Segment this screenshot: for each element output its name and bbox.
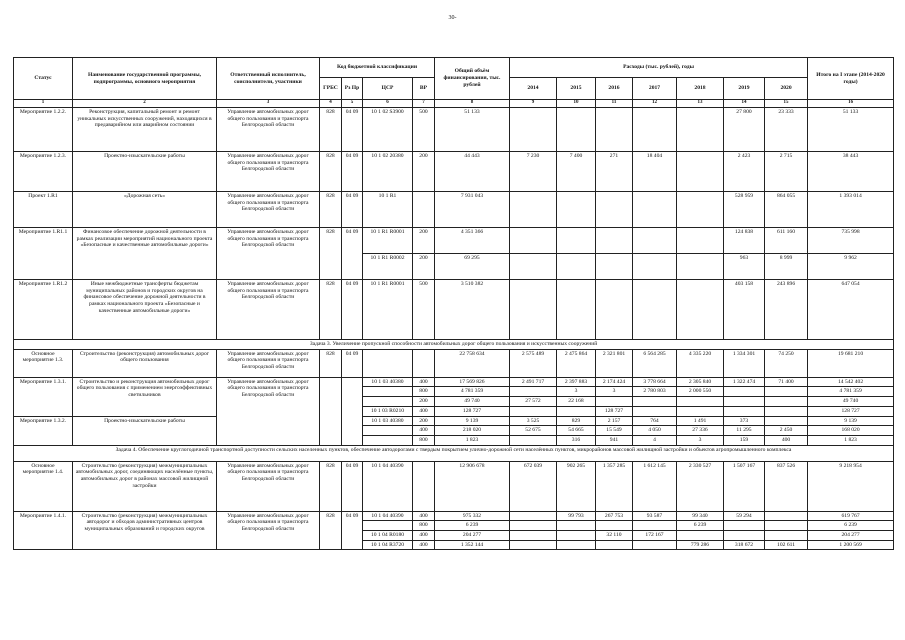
row-name: Иные межбюджетные трансферты бюджетам муниципальных районов и городских округов на финансовое обеспечение дорожной деятельности в рамках национального проекта «Безопасные и качественные автомобильные дороги»: [73, 280, 217, 340]
header-total-fin: Общий объём финансирования, тыс. рублей: [435, 58, 510, 100]
row-name: Строительство и реконструкция автомобильных дорог общего пользования с применением энергоэффективных светильников: [73, 377, 217, 416]
cell-stage: 647 054: [808, 280, 894, 340]
cell-2016: 2 157: [596, 416, 633, 426]
cell-2020: [765, 397, 808, 407]
cell-2017: 4: [633, 435, 677, 445]
cell-2017: 6 564 285: [633, 349, 677, 377]
column-index: 6: [363, 100, 413, 108]
cell-2018: [677, 397, 724, 407]
cell-vr: 200: [413, 416, 435, 426]
row-status: Мероприятие 1.2.2.: [14, 108, 73, 152]
cell-2017: [633, 540, 677, 550]
cell-2018: 4 335 220: [677, 349, 724, 377]
table-row: [14, 192, 894, 228]
cell-2017: 18 404: [633, 152, 677, 192]
header-total-stage: Итого на I этапе (2014-2020 годы): [808, 58, 894, 100]
row-status: Мероприятие 1.3.1.: [14, 377, 73, 416]
row-name: Проектно-изыскательские работы: [73, 152, 217, 192]
cell-2014: [510, 521, 557, 531]
row-executor: Управление автомобильных дорог общего пользования и транспорта Белгородской области: [217, 461, 320, 511]
cell-stage: 1 823: [808, 435, 894, 445]
cell-2017: 3 778 664: [633, 377, 677, 387]
cell-2016: [596, 521, 633, 531]
cell-total: 9 139: [435, 416, 510, 426]
cell-2020: 23 333: [765, 108, 808, 152]
cell-csr: [363, 397, 413, 407]
cell-2016: 267 753: [596, 511, 633, 521]
cell-stage: 9 218 954: [808, 461, 894, 511]
column-index: 14: [724, 100, 765, 108]
task-row: [14, 340, 894, 350]
cell-2020: 8 999: [765, 254, 808, 280]
cell-2019: 963: [724, 254, 765, 280]
cell-total: 3 510 382: [435, 280, 510, 340]
cell-2015: 54 665: [557, 426, 596, 436]
cell-2016: 2 321 801: [596, 349, 633, 377]
cell-vr: 800: [413, 521, 435, 531]
cell-2017: 4 050: [633, 426, 677, 436]
cell-2018: [677, 406, 724, 416]
row-status: Мероприятие 1.4.1.: [14, 511, 73, 550]
cell-2015: 7 400: [557, 152, 596, 192]
cell-vr: 200: [413, 397, 435, 407]
cell-2019: 528 959: [724, 192, 765, 228]
cell-2016: [596, 540, 633, 550]
cell-2016: 32 110: [596, 531, 633, 541]
cell-csr: 10 1 R1: [363, 192, 413, 228]
cell-2015: 902 265: [557, 461, 596, 511]
cell-total: 218 020: [435, 426, 510, 436]
row-status: Мероприятие 1.R1.1: [14, 228, 73, 280]
row-status: Проект 1.R1: [14, 192, 73, 228]
cell-csr: [363, 426, 413, 436]
cell-2018: 2 330 527: [677, 461, 724, 511]
cell-2015: [557, 521, 596, 531]
column-index: 3: [217, 100, 320, 108]
cell-total: 12 906 678: [435, 461, 510, 511]
table-row: [14, 511, 894, 521]
cell-2016: 2 174 424: [596, 377, 633, 387]
column-index: 10: [557, 100, 596, 108]
header-year: 2019: [724, 78, 765, 100]
header-rzpr: Рз Пр: [342, 78, 363, 100]
cell-2019: 403 158: [724, 280, 765, 340]
cell-2019: 11 295: [724, 426, 765, 436]
cell-2019: 1 507 167: [724, 461, 765, 511]
cell-rzpr: 04 09: [342, 349, 363, 377]
cell-2020: [765, 387, 808, 397]
header-year: 2016: [596, 78, 633, 100]
header-expenses: Расходы (тыс. рублей), годы: [510, 58, 808, 78]
cell-stage: 735 998: [808, 228, 894, 254]
cell-2019: 1 334 301: [724, 349, 765, 377]
row-executor: Управление автомобильных дорог общего пользования и транспорта Белгородской области: [217, 511, 320, 550]
cell-2020: [765, 531, 808, 541]
row-name: Финансовое обеспечение дорожной деятельности в рамках реализации мероприятий национального проекта «Безопасные и качественные автомобильные дороги»: [73, 228, 217, 280]
row-executor: Управление автомобильных дорог общего пользования и транспорта Белгородской области: [217, 377, 320, 445]
cell-stage: 9 962: [808, 254, 894, 280]
header-year: 2015: [557, 78, 596, 100]
row-executor: Управление автомобильных дорог общего пользования и транспорта Белгородской области: [217, 152, 320, 192]
cell-2019: 318 672: [724, 540, 765, 550]
column-index: 4: [320, 100, 342, 108]
header-program: Наименование государственной программы, подпрограммы, основного мероприятия: [73, 58, 217, 100]
cell-csr: 10 1 R1 R0001: [363, 280, 413, 340]
cell-rzpr: 04 09: [342, 461, 363, 511]
cell-2014: 2 491 717: [510, 377, 557, 387]
cell-total: 22 758 634: [435, 349, 510, 377]
cell-total: 128 727: [435, 406, 510, 416]
cell-2018: 6 239: [677, 521, 724, 531]
cell-2018: 27 336: [677, 426, 724, 436]
cell-2020: 74 250: [765, 349, 808, 377]
cell-vr: 400: [413, 426, 435, 436]
row-status: Мероприятие 1.2.3.: [14, 152, 73, 192]
column-index: 1: [14, 100, 73, 108]
cell-2015: 3: [557, 387, 596, 397]
cell-2019: [724, 387, 765, 397]
table-row: [14, 108, 894, 152]
cell-2019: 27 800: [724, 108, 765, 152]
header-year: 2017: [633, 78, 677, 100]
cell-rzpr: 04 09: [342, 192, 363, 228]
column-index: 16: [808, 100, 894, 108]
cell-stage: 168 020: [808, 426, 894, 436]
column-index-row: [14, 100, 894, 108]
cell-rzpr: 04 09: [342, 280, 363, 340]
cell-2019: 159: [724, 435, 765, 445]
cell-vr: 400: [413, 511, 435, 521]
cell-2016: 1 357 285: [596, 461, 633, 511]
row-status: Мероприятие 1.R1.2: [14, 280, 73, 340]
row-status: Мероприятие 1.3.2.: [14, 416, 73, 445]
budget-table: [13, 57, 894, 550]
cell-2014: 672 039: [510, 461, 557, 511]
cell-2016: 941: [596, 435, 633, 445]
cell-2017: 172 167: [633, 531, 677, 541]
cell-vr: 400: [413, 531, 435, 541]
cell-total: 1 823: [435, 435, 510, 445]
cell-vr: 500: [413, 280, 435, 340]
cell-2014: [510, 387, 557, 397]
cell-csr: 10 1 03 40380: [363, 377, 413, 387]
cell-csr: [363, 387, 413, 397]
cell-csr: [363, 435, 413, 445]
cell-total: 44 443: [435, 152, 510, 192]
cell-2018: 1 491: [677, 416, 724, 426]
cell-2020: [765, 406, 808, 416]
cell-stage: 128 727: [808, 406, 894, 416]
cell-2020: 837 526: [765, 461, 808, 511]
cell-csr: 10 1 04 R0180: [363, 531, 413, 541]
row-name: «Дорожная сеть»: [73, 192, 217, 228]
header-year: 2014: [510, 78, 557, 100]
row-name: Строительство (реконструкция) межмуниципальных автомобильных дорог, соединяющих населённые пункты, автомобильных дорог в районах массовой жилищной застройки: [73, 461, 217, 511]
cell-total: 6 239: [435, 521, 510, 531]
column-index: 2: [73, 100, 217, 108]
cell-grbs: 828: [320, 349, 342, 377]
cell-stage: 14 542 402: [808, 377, 894, 387]
cell-vr: 200: [413, 228, 435, 254]
cell-total: 4 781 359: [435, 387, 510, 397]
cell-2019: 124 838: [724, 228, 765, 254]
header-status: Статус: [14, 58, 73, 100]
cell-vr: 400: [413, 406, 435, 416]
cell-total: 69 295: [435, 254, 510, 280]
cell-2017: 1 612 145: [633, 461, 677, 511]
column-index: 8: [435, 100, 510, 108]
table-row: [14, 349, 894, 377]
cell-2014: 2 575 489: [510, 349, 557, 377]
cell-2019: 1 322 474: [724, 377, 765, 387]
cell-2016: 128 727: [596, 406, 633, 416]
cell-total: 17 569 826: [435, 377, 510, 387]
cell-2014: [510, 511, 557, 521]
cell-2017: [633, 406, 677, 416]
cell-2019: 59 294: [724, 511, 765, 521]
cell-2015: 22 168: [557, 397, 596, 407]
task-3-heading: Задача 3. Увеличение пропускной способности автомобильных дорог общего пользования и искусственных сооружений: [14, 340, 894, 350]
column-index: 5: [342, 100, 363, 108]
cell-2015: [557, 531, 596, 541]
cell-2020: 102 611: [765, 540, 808, 550]
cell-2014: 27 572: [510, 397, 557, 407]
row-executor: Управление автомобильных дорог общего пользования и транспорта Белгородской области: [217, 108, 320, 152]
header-grbs: ГРБС: [320, 78, 342, 100]
cell-2018: [677, 531, 724, 541]
cell-2020: 400: [765, 435, 808, 445]
cell-2018: 3: [677, 435, 724, 445]
cell-stage: 1 393 014: [808, 192, 894, 228]
cell-csr: 10 1 04 R3720: [363, 540, 413, 550]
column-index: 9: [510, 100, 557, 108]
cell-2019: [724, 406, 765, 416]
cell-2017: 93 587: [633, 511, 677, 521]
row-name: Строительство (реконструкция) межмуниципальных автодорог и обходов административных центров муниципальных образований и городских округов: [73, 511, 217, 550]
task-4-heading: Задача 4. Обеспечение круглогодичной транспортной доступности сельских населенных пунктов, обеспечение автодорогами с твердым покрытием улично-дорожной сети населённых пунктов, микрорайонов массовой жилищной застройки и объектов агропромышленного комплекса: [14, 445, 894, 461]
cell-2019: 2 423: [724, 152, 765, 192]
table-row: [14, 280, 894, 340]
cell-2015: 829: [557, 416, 596, 426]
cell-stage: 1 200 569: [808, 540, 894, 550]
cell-grbs: 828: [320, 511, 342, 550]
cell-2016: 271: [596, 152, 633, 192]
cell-vr: 400: [413, 540, 435, 550]
cell-grbs: 828: [320, 228, 342, 280]
cell-2020: [765, 511, 808, 521]
row-executor: Управление автомобильных дорог общего пользования и транспорта Белгородской области: [217, 280, 320, 340]
cell-rzpr: 04 09: [342, 108, 363, 152]
cell-vr: 800: [413, 435, 435, 445]
column-index: 13: [677, 100, 724, 108]
header-vr: ВР: [413, 78, 435, 100]
cell-2015: 2 397 883: [557, 377, 596, 387]
cell-2019: [724, 521, 765, 531]
cell-2018: 2 305 840: [677, 377, 724, 387]
column-index: 15: [765, 100, 808, 108]
cell-2014: 7 230: [510, 152, 557, 192]
cell-2015: 2 475 864: [557, 349, 596, 377]
cell-2014: [510, 406, 557, 416]
table-row: [14, 228, 894, 254]
cell-2020: 2 450: [765, 426, 808, 436]
cell-2018: 2 000 550: [677, 387, 724, 397]
cell-total: 204 277: [435, 531, 510, 541]
cell-csr: 10 1 03 40380: [363, 416, 413, 426]
cell-2016: [596, 397, 633, 407]
cell-2014: [510, 540, 557, 550]
table-row: [14, 152, 894, 192]
cell-vr: 800: [413, 387, 435, 397]
cell-stage: 4 781 359: [808, 387, 894, 397]
cell-2015: [557, 540, 596, 550]
cell-2020: 71 400: [765, 377, 808, 387]
cell-stage: 19 681 210: [808, 349, 894, 377]
header-year: 2018: [677, 78, 724, 100]
header-executor: Ответственный исполнитель, соисполнители, участники: [217, 58, 320, 100]
cell-total: 975 332: [435, 511, 510, 521]
cell-rzpr: 04 09: [342, 228, 363, 280]
cell-vr: 200: [413, 152, 435, 192]
cell-2017: [633, 521, 677, 531]
cell-2017: 764: [633, 416, 677, 426]
cell-2017: 2 780 803: [633, 387, 677, 397]
cell-grbs: 828: [320, 152, 342, 192]
cell-2020: 864 055: [765, 192, 808, 228]
cell-stage: 6 239: [808, 521, 894, 531]
cell-2014: 52 675: [510, 426, 557, 436]
cell-csr: 10 1 R1 R0002: [363, 254, 413, 280]
cell-grbs: 828: [320, 280, 342, 340]
cell-2017: [633, 397, 677, 407]
page-number: 30-: [448, 15, 457, 21]
column-index: 11: [596, 100, 633, 108]
cell-stage: 9 139: [808, 416, 894, 426]
cell-stage: 49 740: [808, 397, 894, 407]
cell-2020: [765, 521, 808, 531]
row-name: Проектно-изыскательские работы: [73, 416, 217, 445]
column-index: 7: [413, 100, 435, 108]
cell-csr: 10 1 02 S3900: [363, 108, 413, 152]
cell-stage: 38 443: [808, 152, 894, 192]
cell-2015: 316: [557, 435, 596, 445]
header-budget-code: Код бюджетной классификации: [320, 58, 435, 78]
cell-csr: 10 1 03 R0210: [363, 406, 413, 416]
cell-2020: 243 896: [765, 280, 808, 340]
cell-total: 51 133: [435, 108, 510, 152]
cell-stage: 204 277: [808, 531, 894, 541]
cell-vr: 400: [413, 377, 435, 387]
cell-2020: 2 715: [765, 152, 808, 192]
cell-2016: 3: [596, 387, 633, 397]
row-name: Строительство (реконструкция) автомобильных дорог общего пользования: [73, 349, 217, 377]
cell-rzpr: 04 09: [342, 152, 363, 192]
cell-grbs: 828: [320, 108, 342, 152]
cell-2019: 373: [724, 416, 765, 426]
cell-vr: 200: [413, 254, 435, 280]
cell-2015: 99 793: [557, 511, 596, 521]
cell-stage: 619 767: [808, 511, 894, 521]
table-row: [14, 416, 894, 426]
cell-total: 1 352 144: [435, 540, 510, 550]
cell-2019: [724, 531, 765, 541]
task-row: [14, 445, 894, 461]
cell-csr: 10 1 04 40390: [363, 461, 413, 511]
cell-csr: [363, 521, 413, 531]
cell-grbs: 828: [320, 192, 342, 228]
cell-2014: 3 525: [510, 416, 557, 426]
row-executor: Управление автомобильных дорог общего пользования и транспорта Белгородской области: [217, 228, 320, 280]
cell-csr: 10 1 R1 R0001: [363, 228, 413, 254]
table-row: [14, 377, 894, 387]
cell-2020: [765, 416, 808, 426]
row-name: Реконструкция, капитальный ремонт и ремонт уникальных искусственных сооружений, находящихся в предаварийном или аварийном состоянии: [73, 108, 217, 152]
header-year: 2020: [765, 78, 808, 100]
cell-total: 7 931 043: [435, 192, 510, 228]
cell-2018: 99 340: [677, 511, 724, 521]
row-status: Основное мероприятие 1.3.: [14, 349, 73, 377]
row-executor: Управление автомобильных дорог общего пользования и транспорта Белгородской области: [217, 192, 320, 228]
cell-csr: 10 1 04 40390: [363, 511, 413, 521]
cell-stage: 51 133: [808, 108, 894, 152]
row-executor: Управление автомобильных дорог общего пользования и транспорта Белгородской области: [217, 349, 320, 377]
cell-total: 4 351 366: [435, 228, 510, 254]
cell-2019: [724, 397, 765, 407]
cell-2014: [510, 531, 557, 541]
table-row: [14, 461, 894, 511]
cell-2015: [557, 406, 596, 416]
cell-2014: [510, 435, 557, 445]
cell-csr: 10 1 02 20380: [363, 152, 413, 192]
cell-vr: 500: [413, 108, 435, 152]
cell-2020: 611 160: [765, 228, 808, 254]
cell-2018: 779 286: [677, 540, 724, 550]
cell-grbs: 828: [320, 461, 342, 511]
column-index: 12: [633, 100, 677, 108]
cell-rzpr: 04 09: [342, 511, 363, 550]
cell-2016: 15 549: [596, 426, 633, 436]
row-status: Основное мероприятие 1.4.: [14, 461, 73, 511]
header-csr: ЦСР: [363, 78, 413, 100]
cell-total: 49 740: [435, 397, 510, 407]
